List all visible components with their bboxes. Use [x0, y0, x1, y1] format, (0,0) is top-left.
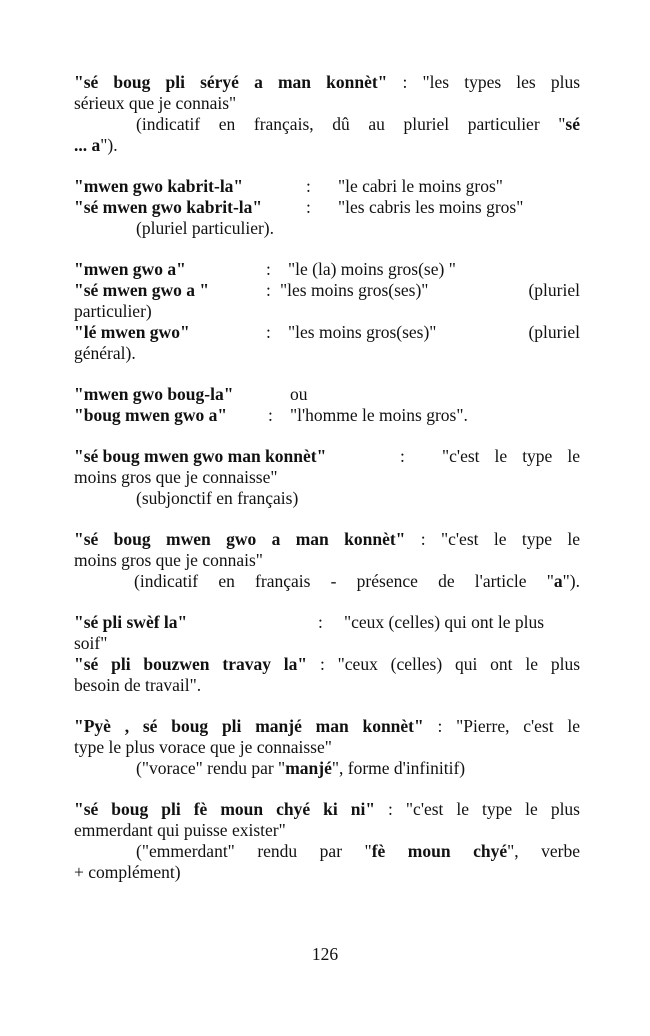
- note-text: ").: [562, 571, 580, 591]
- grammar-note: [74, 841, 580, 862]
- example-line: [74, 259, 580, 280]
- translation-continued: sérieux que je connais": [74, 93, 237, 113]
- translation-continued: soif": [74, 633, 108, 653]
- grammar-note: [74, 758, 580, 779]
- example-line: [74, 612, 580, 633]
- grammar-note: [74, 571, 580, 592]
- creole-phrase: "sé pli swèf la": [74, 612, 188, 632]
- creole-phrase: "lé mwen gwo": [74, 322, 190, 342]
- grammar-note: [74, 114, 580, 135]
- creole-phrase: "boug mwen gwo a": [74, 405, 228, 425]
- colon: :: [306, 176, 311, 196]
- example-block: [74, 529, 580, 592]
- colon: :: [318, 612, 323, 632]
- creole-phrase: "mwen gwo kabrit-la": [74, 176, 244, 196]
- translation: : "c'est le type le plus: [375, 799, 580, 819]
- example-block: [74, 72, 580, 156]
- translation: "ceux (celles) qui ont le plus: [344, 612, 545, 632]
- note-text: ("vorace" rendu par ": [136, 758, 286, 778]
- note-continued: + complément): [74, 862, 181, 882]
- colon: :: [266, 322, 271, 342]
- translation: "les cabris les moins gros": [338, 197, 524, 217]
- note-term: sé: [565, 114, 580, 134]
- example-block: [74, 384, 580, 426]
- creole-phrase: "sé mwen gwo kabrit-la": [74, 197, 263, 217]
- colon: :: [306, 197, 311, 217]
- example-line: [74, 176, 580, 197]
- grammar-note: (subjonctif en français): [136, 488, 299, 508]
- translation: "les moins gros(ses)": [280, 280, 429, 300]
- example-line: [74, 405, 580, 426]
- creole-phrase: "sé pli bouzwen travay la": [74, 654, 308, 674]
- note-text: ", verbe: [507, 841, 580, 861]
- grammar-note: (pluriel particulier).: [136, 218, 274, 238]
- page-number: 126: [311, 944, 339, 964]
- example-line: [74, 72, 580, 93]
- plural-note: (pluriel: [528, 280, 580, 300]
- connector: ou: [290, 384, 308, 404]
- creole-phrase: "sé boug pli séryé a man konnèt": [74, 72, 388, 92]
- example-line: [74, 197, 580, 218]
- colon: :: [400, 446, 405, 466]
- translation: "c'est le type le: [442, 446, 580, 466]
- note-term: manjé: [285, 758, 332, 778]
- translation: "l'homme le moins gros".: [290, 405, 468, 425]
- note-term: a: [553, 571, 563, 591]
- colon: :: [266, 259, 271, 279]
- creole-phrase: "sé boug mwen gwo a man konnèt": [74, 529, 406, 549]
- creole-phrase: "Pyè , sé boug pli manjé man konnèt": [74, 716, 424, 736]
- creole-phrase: "mwen gwo boug-la": [74, 384, 234, 404]
- note-text: ").: [100, 135, 118, 155]
- creole-phrase: "sé boug pli fè moun chyé ki ni": [74, 799, 376, 819]
- note-term: fè moun chyé: [371, 841, 508, 861]
- example-line: [74, 716, 580, 737]
- note-text: ", forme d'infinitif): [331, 758, 466, 778]
- translation-continued: type le plus vorace que je connaisse": [74, 737, 332, 757]
- translation-continued: emmerdant qui puisse exister": [74, 820, 286, 840]
- example-line: [74, 280, 580, 301]
- example-line: [74, 384, 580, 405]
- translation-continued: moins gros que je connaisse": [74, 467, 278, 487]
- example-line: [74, 529, 580, 550]
- translation: "les moins gros(ses)": [288, 322, 437, 342]
- translation: : "ceux (celles) qui ont le plus: [307, 654, 580, 674]
- example-line: [74, 322, 580, 343]
- translation: : "c'est le type le: [405, 529, 580, 549]
- translation-continued: moins gros que je connais": [74, 550, 263, 570]
- example-block: [74, 259, 580, 364]
- creole-phrase: "sé boug mwen gwo man konnèt": [74, 446, 327, 466]
- note-text: (indicatif en français, dû au pluriel particulier ": [136, 114, 566, 134]
- translation: : "les types les plus: [387, 72, 580, 92]
- example-line: [74, 799, 580, 820]
- translation: "le (la) moins gros(se) ": [288, 259, 456, 279]
- plural-note: (pluriel: [528, 322, 580, 342]
- example-block: [74, 176, 580, 239]
- example-block: [74, 612, 580, 696]
- note-text: ("emmerdant" rendu par ": [136, 841, 372, 861]
- plural-note-continued: particulier): [74, 301, 152, 321]
- example-line: [74, 446, 580, 467]
- example-block: [74, 716, 580, 779]
- note-term: ... a: [74, 135, 101, 155]
- note-text: (indicatif en français - présence de l'article ": [134, 571, 554, 591]
- note-continued: [74, 135, 580, 156]
- translation-continued: besoin de travail".: [74, 675, 202, 695]
- example-block: [74, 446, 580, 509]
- translation: : "Pierre, c'est le: [423, 716, 581, 736]
- page-content: [74, 72, 580, 903]
- creole-phrase: "mwen gwo a": [74, 259, 186, 279]
- colon: :: [266, 280, 271, 300]
- translation: "le cabri le moins gros": [338, 176, 503, 196]
- creole-phrase: "sé mwen gwo a ": [74, 280, 210, 300]
- example-block: [74, 799, 580, 883]
- example-line: [74, 654, 580, 675]
- plural-note-continued: général).: [74, 343, 136, 363]
- colon: :: [268, 405, 273, 425]
